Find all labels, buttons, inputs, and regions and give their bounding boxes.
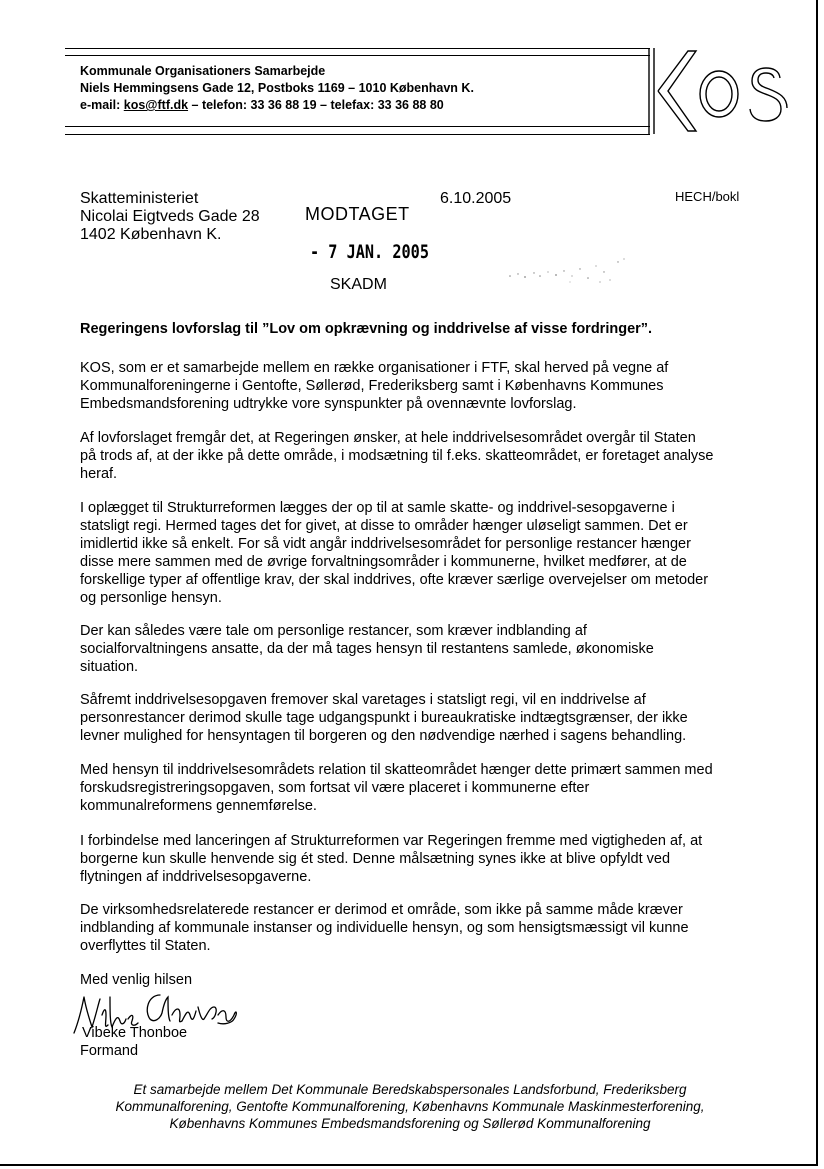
body-line: KOS, som er et samarbejde mellem en række organisationer i FTF, skal herved på vegne af — [80, 360, 669, 376]
page-border — [0, 1164, 818, 1166]
stamp-received-label: MODTAGET — [305, 204, 410, 224]
body-line: Med hensyn til inddrivelsesområdets relation til skatteområdet hænger dette primært sammen med — [80, 762, 713, 778]
body-line: De virksomhedsrelaterede restancer er derimod et område, som ikke på samme måde kræver — [80, 902, 683, 918]
footer-line: Københavns Kommunes Embedsmandsforening og Søllerød Kommunalforening — [169, 1116, 651, 1131]
body-paragraph — [80, 499, 770, 607]
footer — [60, 1081, 760, 1132]
body-line: situation. — [80, 659, 139, 675]
body-line: på trods af, at der ikke på dette område, i modsætning til f.eks. skatteområdet, er foretaget analyse — [80, 448, 714, 464]
body-line: Af lovforslaget fremgår det, at Regeringen ønsker, at hele inddrivelsesområdet overgår til Staten — [80, 430, 696, 446]
body-paragraph — [80, 832, 770, 886]
footer-line: Kommunalforening, Gentofte Kommunalforening, Københavns Kommunale Maskinmesterforening, — [115, 1099, 705, 1114]
reference-code: HECH/bokl — [675, 189, 740, 204]
contact-prefix: e-mail: — [80, 98, 124, 112]
body-line: Embedsmandsforening udtrykke vore synspunkter på ovennævnte lovforslag. — [80, 396, 577, 412]
body-line: Såfremt inddrivelsesopgaven fremover skal varetages i statsligt regi, vil en inddrivelse af — [80, 692, 646, 708]
body-line: heraf. — [80, 466, 118, 482]
body-paragraph — [80, 429, 770, 483]
body-paragraph — [80, 761, 770, 815]
body-line: disse mere sammen med de øvrige forvaltningsområder i kommunerne, hvilket medfører, at de — [80, 554, 687, 570]
kos-logo — [648, 48, 788, 134]
org-address: Niels Hemmingsens Gade 12, Postboks 1169 – 1010 København K. — [80, 81, 474, 95]
scan-noise — [500, 254, 640, 294]
letterhead-text — [80, 63, 474, 114]
letterhead-rule — [65, 48, 650, 49]
org-name: Kommunale Organisationers Samarbejde — [80, 64, 326, 78]
body-line: overflyttes til Staten. — [80, 938, 211, 954]
body-line: personrestancer derimod skulle tage udgangspunkt i bureaukratiske indtægtsgrænser, der ikke — [80, 710, 688, 726]
body-line: imidlertid ikke så enkelt. For så vidt angår inddrivelsesområdet for personlige restancer hænger — [80, 536, 691, 552]
body-paragraph — [80, 359, 770, 413]
stamp-date: - 7 JAN. 2005 — [310, 241, 429, 263]
body-line: forskellige typer af offentlige krav, der skal inddrives, ofte kræver særlige overvejelser om metoder — [80, 572, 709, 588]
body-line: flytningen af inddrivelsesopgaverne. — [80, 869, 312, 885]
contact-suffix: – telefon: 33 36 88 19 – telefax: 33 36 88 80 — [188, 98, 444, 112]
stamp-department: SKADM — [330, 276, 387, 293]
signer-title: Formand — [80, 1043, 139, 1059]
body-line: Der kan således være tale om personlige restancer, som kræver indblanding af — [80, 623, 587, 639]
recipient-street: Nicolai Eigtveds Gade 28 — [80, 208, 260, 225]
letterhead-rule — [65, 126, 650, 127]
body-line: og personlige hensyn. — [80, 590, 222, 606]
body-line: I forbindelse med lanceringen af Strukturreformen var Regeringen fremme med vigtigheden af, at — [80, 833, 703, 849]
body-line: I oplægget til Strukturreformen lægges der op til at samle skatte- og inddrivel-sesopgaverne i — [80, 500, 675, 516]
letterhead-rule — [65, 55, 650, 56]
body-line: Kommunalforeningerne i Gentofte, Søllerød, Frederiksberg samt i Københavns Kommunes — [80, 378, 664, 394]
body-line: kommunalreformens gennemførelse. — [80, 798, 317, 814]
org-contact — [80, 97, 474, 114]
email-link[interactable]: kos@ftf.dk — [123, 98, 189, 112]
body-line: indblanding af kommunale instanser og individuelle hensyn, og som hensigtsmæssigt vil kunne — [80, 920, 689, 936]
body-paragraph — [80, 691, 770, 745]
body-paragraph — [80, 901, 770, 955]
logo-text: KOS — [718, 98, 721, 99]
subject-line: Regeringens lovforslag til ”Lov om opkrævning og inddrivelse af visse fordringer”. — [80, 321, 653, 337]
body-line: levner mulighed for hensyntagen til borgeren og den nødvendige nærhed i sagens behandling. — [80, 728, 687, 744]
letter-date: 6.10.2005 — [440, 190, 512, 207]
body-line: socialforvaltningens ansatte, da der må tages hensyn til restantens samlede, økonomiske — [80, 641, 654, 657]
recipient-address — [80, 190, 260, 244]
body-line: borgerne kun skulle henvende sig ét sted. Denne målsætning synes ikke at blive opfyldt ved — [80, 851, 671, 867]
footer-line: Et samarbejde mellem Det Kommunale Beredskabspersonales Landsforbund, Frederiksberg — [133, 1082, 687, 1097]
recipient-city: 1402 København K. — [80, 226, 222, 243]
body-paragraph — [80, 622, 770, 676]
letterhead-rule — [65, 134, 650, 135]
body-line: forskudsregistreringsopgaven, som fortsat vil være placeret i kommunerne efter — [80, 780, 590, 796]
body-line: statsligt regi. Hermed tages det for givet, at disse to områder hænger uløseligt sammen. Det er — [80, 518, 688, 534]
closing-greeting: Med venlig hilsen — [80, 972, 193, 988]
page-border — [816, 0, 818, 1166]
recipient-name: Skatteministeriet — [80, 190, 199, 207]
signer-name: Vibeke Thonboe — [82, 1025, 188, 1041]
